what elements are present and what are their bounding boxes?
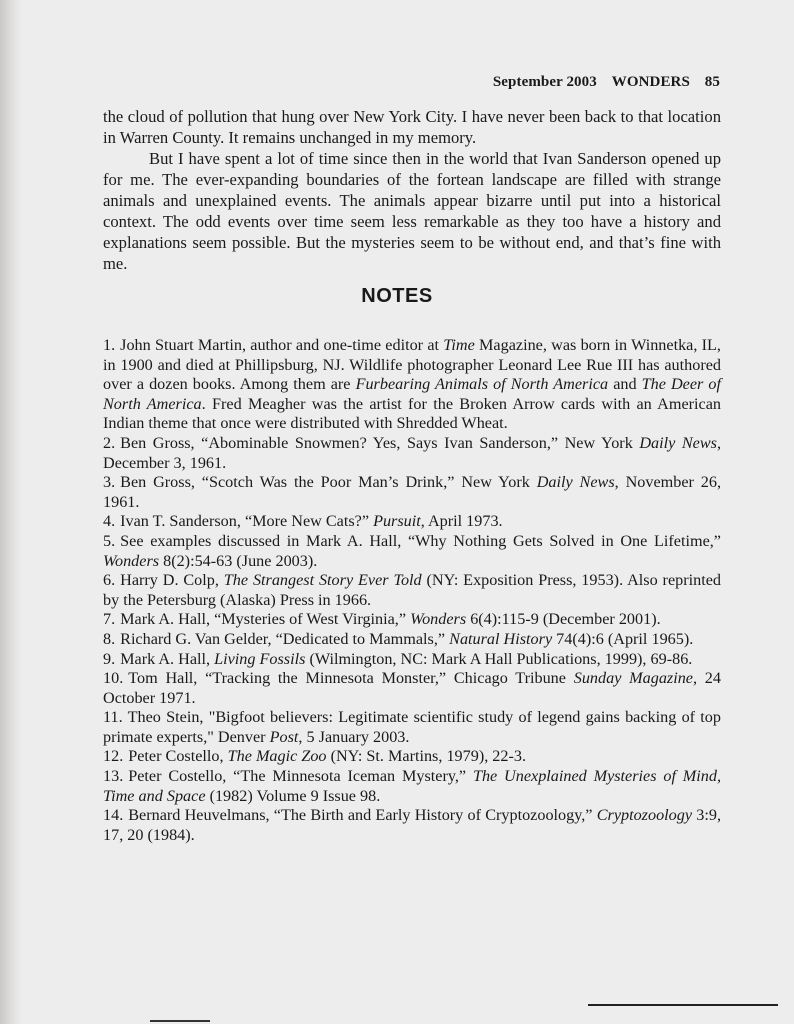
- note-italic-title: The Deer of North America: [103, 375, 721, 413]
- note-text: , 24 October 1971.: [103, 669, 721, 707]
- note-italic-title: The Strangest Story Ever Told: [223, 571, 422, 590]
- note-italic-title: Wonders: [103, 551, 160, 570]
- note-number: 14.: [103, 806, 124, 825]
- note-item: [103, 669, 721, 708]
- note-text: Bernard Heuvelmans, “The Birth and Early History of Cryptozoology,”: [128, 806, 597, 825]
- note-italic-title: Natural History: [449, 629, 553, 648]
- note-italic-title: Cryptozoology: [596, 806, 693, 825]
- note-item: [103, 610, 721, 630]
- note-number: 4.: [103, 512, 116, 531]
- header-date: September 2003: [492, 74, 597, 90]
- note-number: 12.: [103, 747, 124, 766]
- note-text: 6(4):115-9 (December 2001).: [466, 610, 661, 629]
- note-text: (Wilmington, NC: Mark A Hall Publications, 1999), 69-86.: [305, 649, 693, 668]
- note-italic-title: Daily News: [639, 433, 717, 452]
- note-italic-title: Furbearing Animals of North America: [355, 375, 609, 394]
- note-text: , December 3, 1961.: [103, 433, 721, 472]
- note-text: Mark A. Hall, “Mysteries of West Virginia,”: [120, 610, 411, 629]
- note-number: 11.: [103, 708, 123, 727]
- note-item: [103, 708, 721, 747]
- note-text: See examples discussed in Mark A. Hall, “Why Nothing Gets Solved in One Lifetime,”: [120, 531, 721, 550]
- note-italic-title: Living Fossils: [214, 649, 306, 668]
- note-text: 3:9, 17, 20 (1984).: [103, 806, 721, 844]
- bottom-rule: [588, 1004, 778, 1006]
- note-text: , 5 January 2003.: [298, 727, 410, 746]
- note-italic-title: Sunday Magazine: [573, 669, 693, 688]
- note-item: [103, 512, 721, 532]
- note-item: [103, 336, 721, 434]
- note-text: Harry D. Colp,: [120, 571, 224, 590]
- note-number: 13.: [103, 767, 124, 786]
- note-text: (NY: St. Martins, 1979), 22-3.: [326, 747, 527, 766]
- note-text: Peter Costello, “The Minnesota Iceman Mystery,”: [128, 767, 473, 786]
- body-text: [103, 106, 721, 274]
- body-paragraph: the cloud of pollution that hung over New York City. I have never been back to that location in Warren County. It remains unchanged in my memory.: [103, 107, 721, 147]
- note-item: [103, 650, 721, 670]
- note-text: , April 1973.: [420, 512, 503, 531]
- note-text: Ben Gross, “Abominable Snowmen? Yes, Says Ivan Sanderson,” New York: [120, 433, 640, 452]
- note-number: 2.: [103, 433, 116, 452]
- note-text: and: [608, 375, 642, 394]
- note-item: [103, 767, 721, 806]
- bottom-mark: [150, 1020, 210, 1022]
- note-text: John Stuart Martin, author and one-time editor at: [120, 336, 444, 354]
- note-text: . Fred Meagher was the artist for the Broken Arrow cards with an American Indian theme that once were distributed with Shredded Wheat.: [103, 394, 721, 433]
- note-text: (1982) Volume 9 Issue 98.: [205, 786, 381, 805]
- note-italic-title: Time: [443, 336, 475, 354]
- note-text: Richard G. Van Gelder, “Dedicated to Mammals,”: [120, 629, 450, 648]
- note-text: 8(2):54-63 (June 2003).: [159, 551, 318, 570]
- note-text: Ben Gross, “Scotch Was the Poor Man’s Drink,” New York: [120, 473, 537, 492]
- page-number: 85: [704, 74, 720, 90]
- note-number: 3.: [103, 473, 116, 492]
- note-text: , November 26, 1961.: [103, 473, 722, 511]
- note-italic-title: Daily News: [536, 473, 615, 492]
- note-number: 6.: [103, 571, 116, 590]
- note-italic-title: Post: [269, 727, 299, 746]
- note-text: 74(4):6 (April 1965).: [552, 629, 694, 648]
- note-item: [103, 532, 721, 571]
- note-item: [103, 434, 721, 473]
- note-item: [103, 747, 721, 767]
- note-italic-title: The Magic Zoo: [227, 747, 327, 766]
- note-text: Theo Stein, "Bigfoot believers: Legitimate scientific study of legend gains backing of top primate experts," Denver: [103, 708, 721, 746]
- running-header: [470, 74, 720, 91]
- note-number: 8.: [103, 629, 116, 648]
- note-number: 7.: [103, 610, 116, 629]
- note-italic-title: The Unexplained Mysteries of Mind, Time and Space: [103, 767, 721, 805]
- note-number: 9.: [103, 649, 116, 668]
- note-text: Magazine, was born in Winnetka, IL, in 1900 and died at Phillipsburg, NJ. Wildlife photographer Leonard Lee Rue III has authored over a dozen books. Among them are: [103, 336, 721, 394]
- note-number: 1.: [103, 336, 116, 354]
- note-text: Peter Costello,: [128, 747, 228, 766]
- notes-heading: NOTES: [361, 285, 433, 307]
- note-item: [103, 806, 721, 845]
- note-number: 5.: [103, 531, 116, 550]
- note-text: (NY: Exposition Press, 1953). Also reprinted by the Petersburg (Alaska) Press in 1966.: [103, 571, 721, 609]
- note-item: [103, 630, 721, 650]
- note-text: Ivan T. Sanderson, “More New Cats?”: [120, 512, 374, 531]
- note-italic-title: Wonders: [410, 610, 467, 629]
- header-publication: WONDERS: [611, 74, 690, 90]
- note-text: Tom Hall, “Tracking the Minnesota Monster,” Chicago Tribune: [128, 669, 574, 688]
- notes-list: [103, 336, 721, 845]
- body-paragraph: But I have spent a lot of time since then in the world that Ivan Sanderson opened up for me. The ever-expanding boundaries of the fortean landscape are filled with strange animals and unexplained events. The animals appear bizarre until put into a historical context. The odd events over time seem less remarkable as they too have a history and explanations seem possible. But the mysteries seem to be without end, and that’s fine with me.: [103, 149, 721, 273]
- note-text: Mark A. Hall,: [120, 649, 215, 668]
- note-italic-title: Pursuit: [373, 512, 421, 531]
- page-binding-shadow: [0, 0, 22, 1024]
- note-item: [103, 571, 721, 610]
- note-number: 10.: [103, 669, 124, 688]
- note-item: [103, 473, 721, 512]
